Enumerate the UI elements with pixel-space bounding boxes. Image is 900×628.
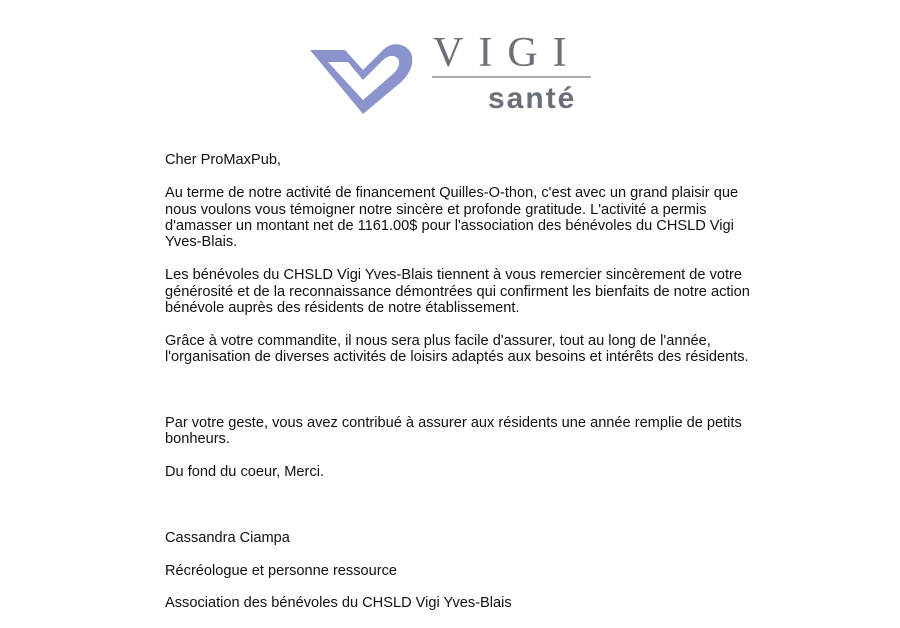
brand-name-sante: santé [488,82,577,115]
letter-paragraph-4: Par votre geste, vous avez contribué à assurer aux résidents une année remplie de petits bonheurs. [165,414,742,448]
letter-paragraph-1: Au terme de notre activité de financement Quilles-O-thon, c'est avec un grand plaisir que nous voulons vous témoigner notre sincère et profonde gratitude. L'activité a permis d'amasser un montant net de 1161.00$ pour l'association des bénévoles du CHSLD Vigi Yves-Blais. [165,185,739,251]
paragraph-spacer [165,382,765,398]
heart-icon [310,44,412,114]
vigi-sante-logo-graphic [308,26,598,116]
signature-name: Cassandra Ciampa [165,529,290,546]
letter-closing: Du fond du coeur, Merci. [165,464,324,481]
vigi-sante-logo [308,26,598,116]
brand-name-vigi: VIGI [433,30,582,76]
letter-paragraph-3: Grâce à votre commandite, il nous sera plus facile d'assurer, tout au long de l'année, l'organisation de diverses activités de loisirs adaptés aux besoins et intérêts des résidents. [165,332,749,366]
signature-title: Récréologue et personne ressource [165,562,398,579]
letter-greeting: Cher ProMaxPub, [165,152,281,169]
signature-organization: Association des bénévoles du CHSLD Vigi Yves-Blais [165,595,512,612]
letter-body [165,136,765,628]
signature-spacer [165,497,765,513]
letter-paragraph-2: Les bénévoles du CHSLD Vigi Yves-Blais tiennent à vous remercier sincèrement de votre générosité et de la reconnaissance démontrées qui confirment les bienfaits de notre action bénévole auprès des résidents de notre établissement. [165,267,750,317]
